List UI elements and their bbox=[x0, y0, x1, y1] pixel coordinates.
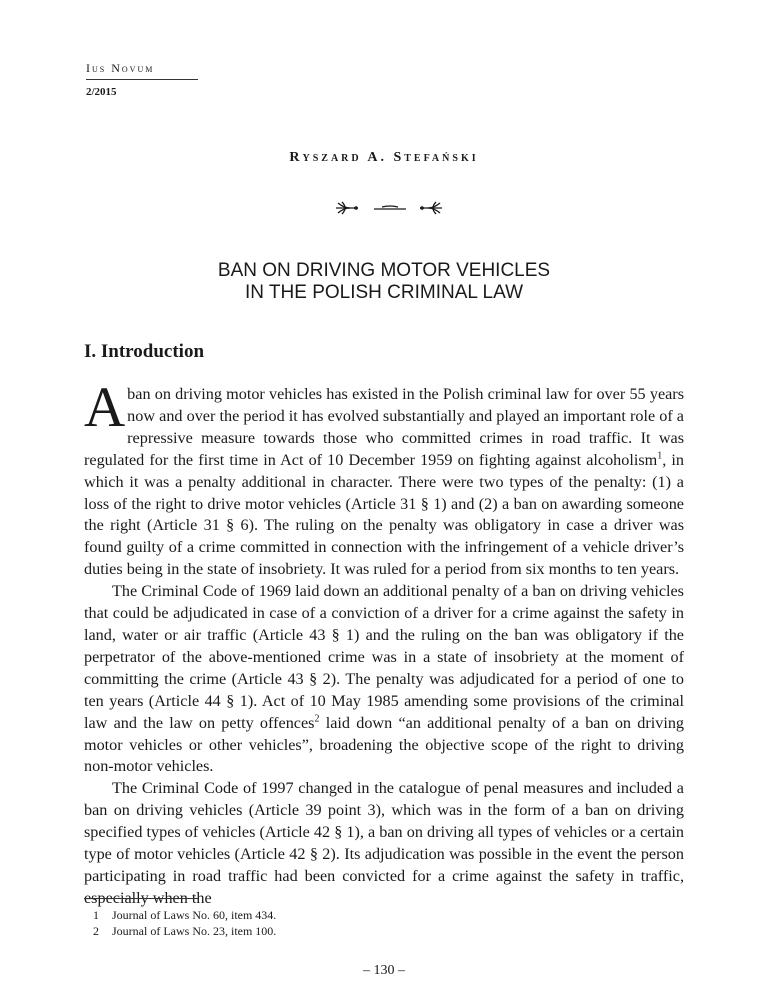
footnote-divider bbox=[84, 898, 198, 899]
footnotes bbox=[84, 907, 276, 939]
footnote-ref-1: 1 bbox=[657, 450, 663, 462]
footnote-text: Journal of Laws No. 23, item 100. bbox=[112, 924, 277, 938]
article-title bbox=[0, 260, 768, 304]
footnote bbox=[84, 923, 276, 939]
paragraph-1-text-cont: , in which it was a penalty additional in character. There were two types of the penalty: (1) a loss of the right to drive motor vehicles (Article 31 § 1) and (2) a ban on awarding someone the right (Article 31 § 6). The ruling on the penalty was obligatory in case a driver was found guilty of a crime committed in connection with the infringement of a vehicle driver’s duties being in the state of insobriety. It was ruled for a period from six months to ten years. bbox=[84, 450, 685, 579]
footnote bbox=[84, 907, 276, 923]
paragraph-1 bbox=[84, 376, 685, 581]
paragraph-2-text: The Criminal Code of 1969 laid down an additional penalty of a ban on driving vehicles that could be adjudicated in case of a conviction of a driver for a crime against the safety in land, water or air traffic (Article 43 § 1) and the ruling on the ban was obligatory if the perpetrator of the above-mentioned crime was in a state of insobriety at the moment of committing the crime (Article 43 § 2). The penalty was adjudicated for a period of one to ten years (Article 44 § 1). Act of 10 May 1985 amending some provisions of the criminal law and the law on petty offences bbox=[84, 582, 684, 732]
article-title-line-2: IN THE POLISH CRIMINAL LAW bbox=[244, 282, 523, 303]
footnote-text: Journal of Laws No. 60, item 434. bbox=[112, 908, 277, 922]
footnote-number: 2 bbox=[93, 924, 99, 938]
issue-number: 2/2015 bbox=[86, 86, 117, 98]
drop-cap: A bbox=[84, 376, 126, 439]
section-heading: I. Introduction bbox=[84, 341, 205, 362]
paragraph-2 bbox=[84, 581, 684, 778]
body-text bbox=[84, 376, 685, 910]
page-number: – 130 – bbox=[363, 963, 405, 978]
paragraph-1-text: ban on driving motor vehicles has existed in the Polish criminal law for over 55 years now and over the period it has evolved substantially and played an important role of a repressive measure towards those who committed crimes in road traffic. It was regulated for the first time in Act of 10 December 1959 on fighting against alcoholism bbox=[84, 385, 684, 469]
paragraph-3: The Criminal Code of 1997 changed in the catalogue of penal measures and included a ban on driving vehicles (Article 39 point 3), which was in the form of a ban on driving specified types of vehicles (Article 42 § 1), a ban on driving all types of vehicles or a certain type of motor vehicles (Article 42 § 2). Its adjudication was possible in the event the person participating in road traffic had been convicted for a crime against the safety in traffic, especially when the bbox=[84, 779, 684, 907]
author-name: Ryszard A. Stefański bbox=[289, 150, 479, 165]
paragraph-2-text-cont: laid down “an additional penalty of a ban on driving motor vehicles or other vehicles”, broadening the objective scope of the right to driving non-motor vehicles. bbox=[84, 713, 685, 776]
journal-rule bbox=[86, 79, 198, 80]
ornament-divider-icon bbox=[334, 198, 444, 218]
footnote-ref-2: 2 bbox=[314, 713, 320, 725]
journal-name: Ius Novum bbox=[86, 61, 155, 75]
article-title-line-1: BAN ON DRIVING MOTOR VEHICLES bbox=[217, 260, 551, 281]
footnote-number: 1 bbox=[93, 908, 99, 922]
